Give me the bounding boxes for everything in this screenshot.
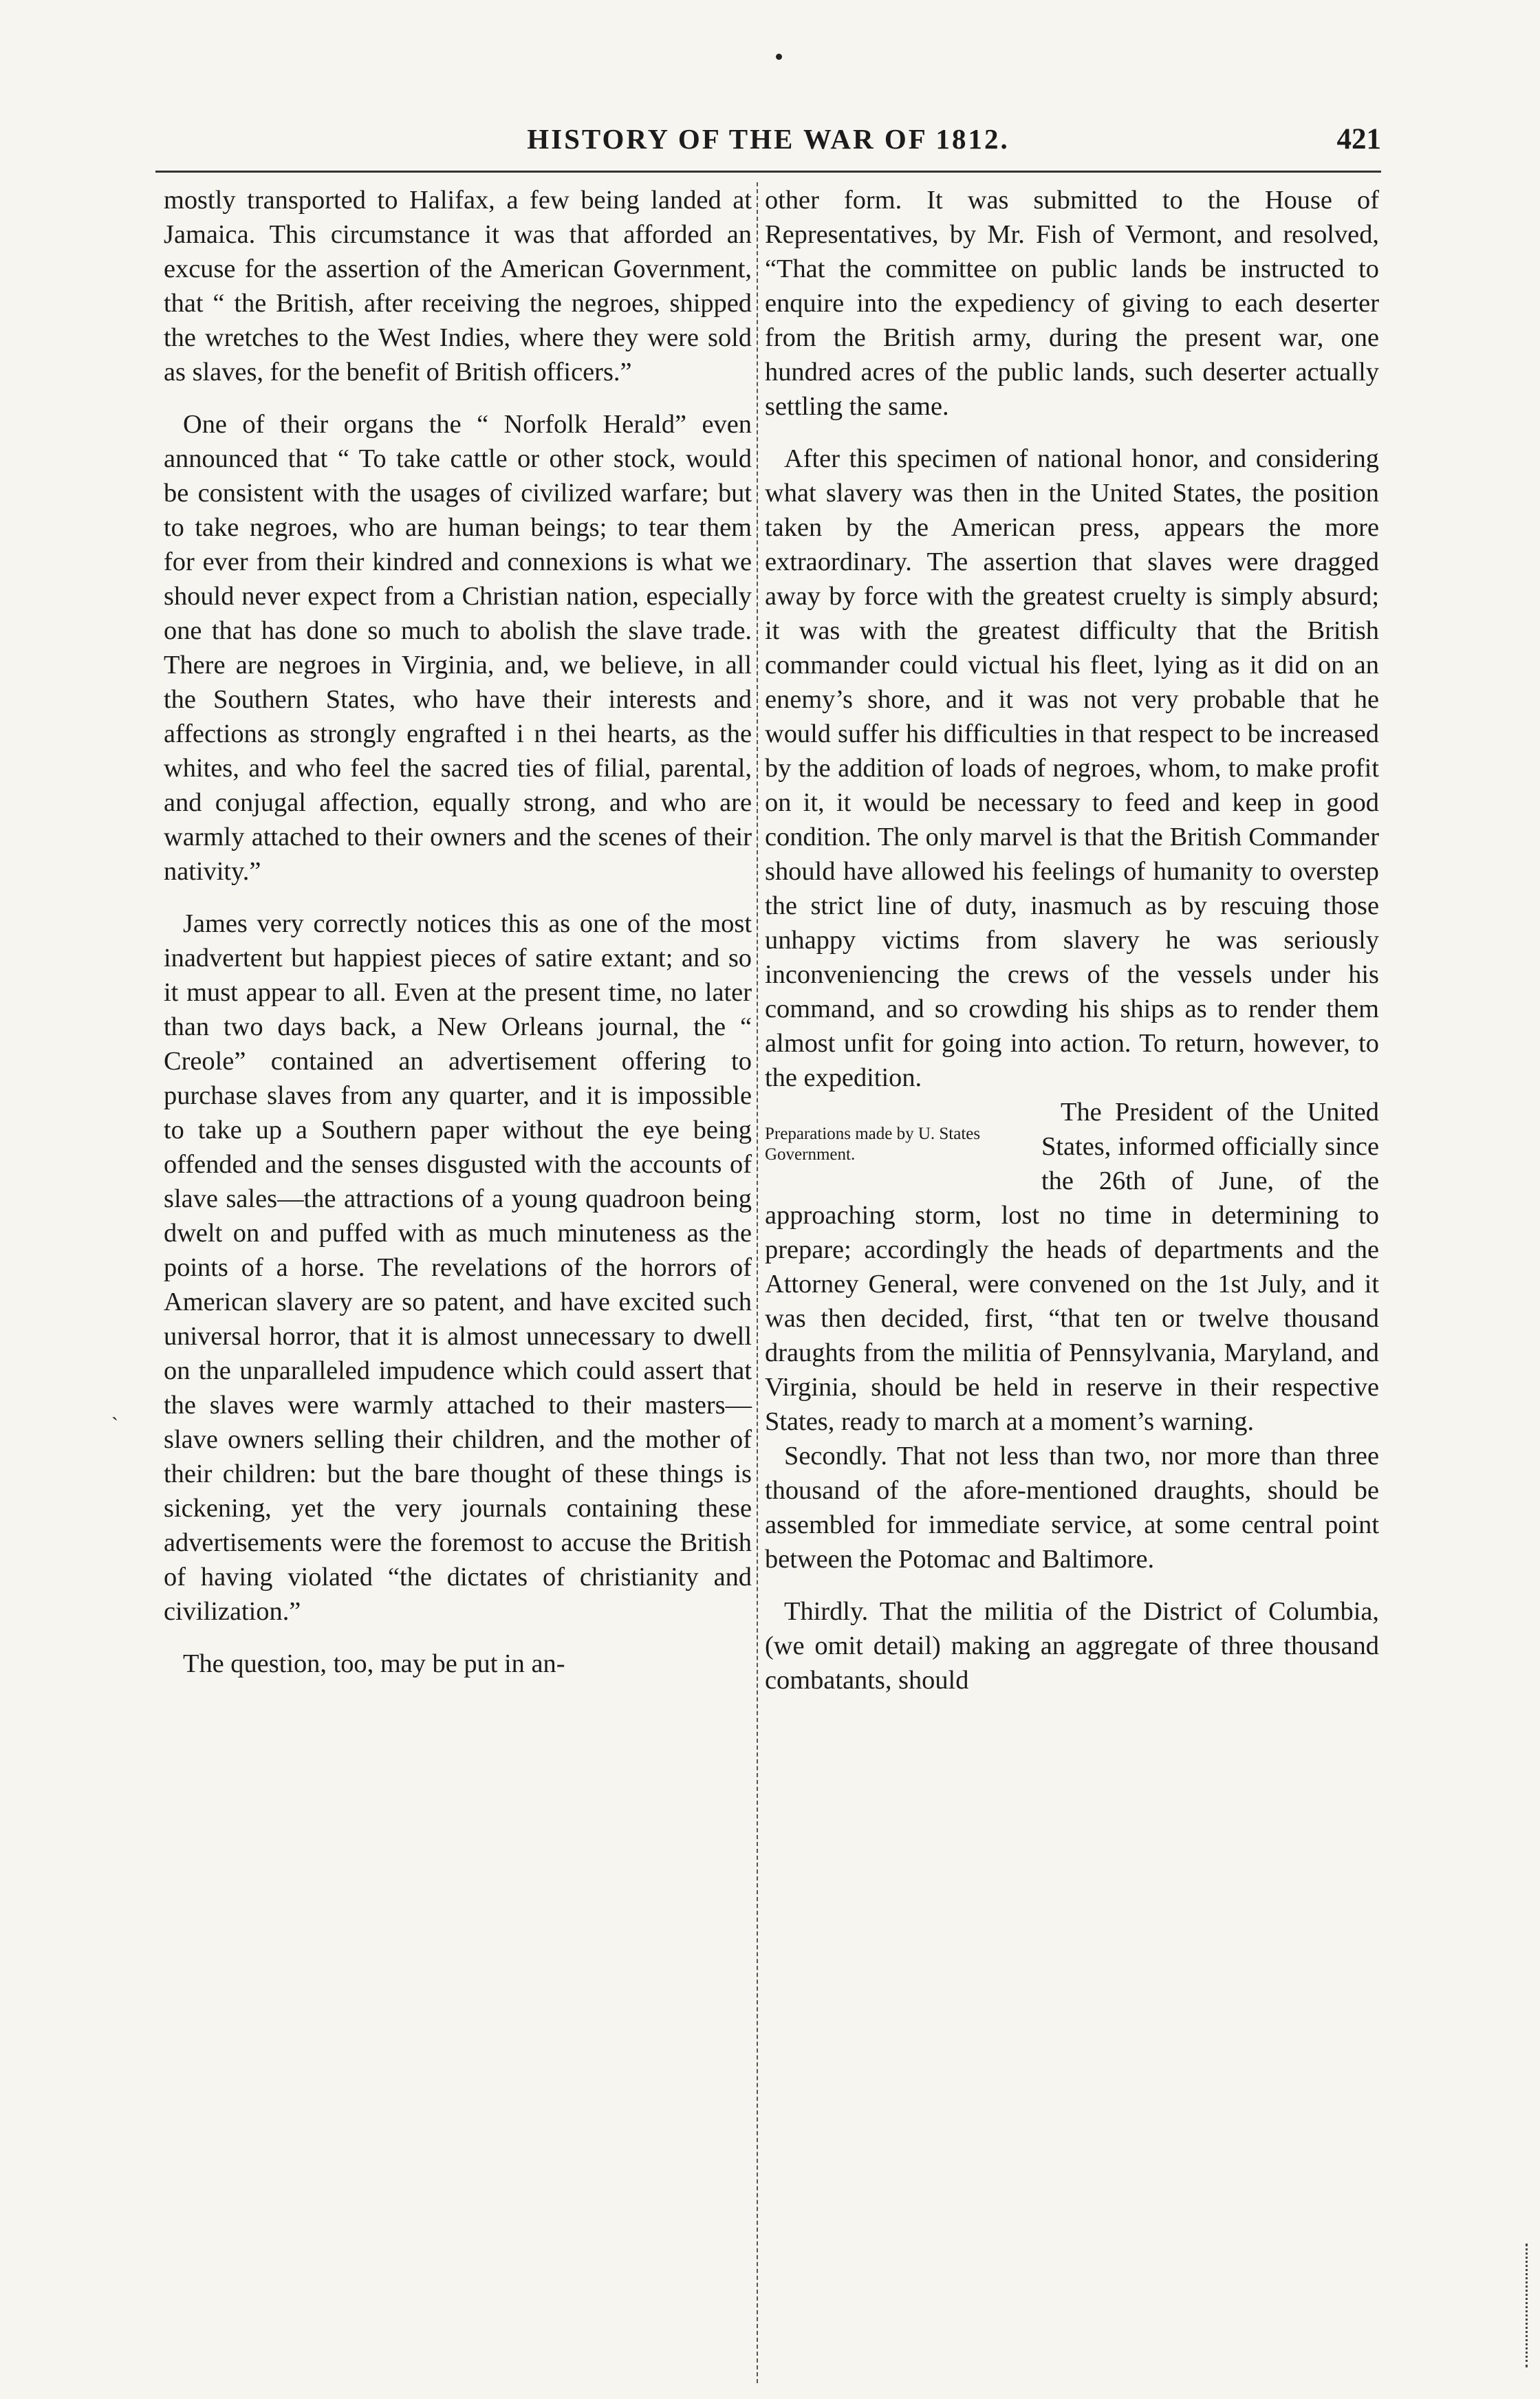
page-number: 421 <box>1336 123 1381 155</box>
paragraph: Thirdly. That the militia of the District of Columbia, (we omit detail) making an aggregate of three thousand combatants, should <box>765 1597 1379 1695</box>
paragraph: The question, too, may be put in an- <box>183 1649 565 1678</box>
paragraph: mostly transported to Halifax, a few being landed at Jamaica. This circumstance it was that afforded an excuse for the assertion of the American Government, that “ the British, after receiving the negroes, shipped the wretches to the West Indies, where they were sold as slaves, for the benefit of British officers.” <box>164 186 752 387</box>
paragraph: One of their organs the “ Norfolk Herald” even announced that “ To take cattle or other stock, would be consistent with the usages of civilized warfare; but to take negroes, who are human beings; to tear them for ever from their kindred and connexions is what we should never expect from a Christian nation, especially one that has done so much to abolish the slave trade. There are negroes in Virginia, and, we believe, in all the Southern States, who have their interests and affections as strongly engrafted i n thei hearts, as the whites, and who feel the sacred ties of filial, parental, and conjugal affection, equally strong, and who are warmly attached to their owners and the scenes of their nativity.” <box>164 410 752 886</box>
ink-dot <box>776 54 782 60</box>
margin-ticks <box>1526 2244 1532 2367</box>
margin-sidenote: Preparations made by U. States Government. <box>765 1125 981 1164</box>
paragraph: The President of the United States, informed officially since the 26th of June, of the approaching storm, lost no time in determining to prepare; accordingly the heads of departments and the Attorney General, were convened on the 1st July, and it was then decided, first, “that ten or twelve thousand draughts from the militia of Pennsylvania, Maryland, and Virginia, should be held in reserve in their respective States, ready to march at a moment’s warning. <box>765 1098 1379 1436</box>
left-column <box>164 183 752 1681</box>
right-column <box>765 183 1379 1697</box>
paragraph-with-sidenote <box>765 1095 1379 1439</box>
running-title: HISTORY OF THE WAR OF 1812. <box>527 123 1010 155</box>
paragraph: Secondly. That not less than two, nor more than three thousand of the afore-mentioned draughts, should be assembled for immediate service, at some central point between the Potomac and Baltimore. <box>765 1442 1379 1574</box>
margin-mark: ` <box>111 1413 118 1436</box>
header-rule <box>155 171 1381 173</box>
paragraph: James very correctly notices this as one of the most inadvertent but happiest pieces of satire extant; and so it must appear to all. Even at the present time, no later than two days back, a New Orleans journal, the “ Creole” contained an advertisement offering to purchase slaves from any quarter, and it is impossible to take up a Southern paper without the eye being offended and the senses disgusted with the accounts of slave sales—the attractions of a young quadroon being dwelt on and puffed with as much minuteness as the points of a horse. The revelations of the horrors of American slavery are so patent, and have excited such universal horror, that it is almost unnecessary to dwell on the unparalleled impudence which could assert that the slaves were warmly attached to their masters—slave owners selling their children, and the mother of their children: but the bare thought of these things is sickening, yet the very journals containing these advertisements were the foremost to accuse the British of having violated “the dictates of christianity and civilization.” <box>164 909 752 1626</box>
page-header <box>155 122 1381 171</box>
column-divider <box>757 182 758 2383</box>
paragraph: After this specimen of national honor, and considering what slavery was then in the United States, the position taken by the American press, appears the more extraordinary. The assertion that slaves were dragged away by force with the greatest cruelty is simply absurd; it was with the greatest difficulty that the British commander could victual his fleet, lying as it did on an enemy’s shore, and it was not very probable that he would suffer his difficulties in that respect to be increased by the addition of loads of negroes, whom, to make profit on it, it would be necessary to feed and keep in good condition. The only marvel is that the British Commander should have allowed his feelings of humanity to overstep the strict line of duty, inasmuch as by rescuing those unhappy victims from slavery he was seriously inconveniencing the crews of the vessels under his command, and so crowding his ships as to render them almost unfit for going into action. To return, however, to the expedition. <box>765 444 1379 1092</box>
paragraph: other form. It was submitted to the House of Representatives, by Mr. Fish of Vermont, and resolved, “That the committee on public lands be instructed to enquire into the expediency of giving to each deserter from the British army, during the present war, one hundred acres of the public lands, such deserter actually settling the same. <box>765 186 1379 421</box>
